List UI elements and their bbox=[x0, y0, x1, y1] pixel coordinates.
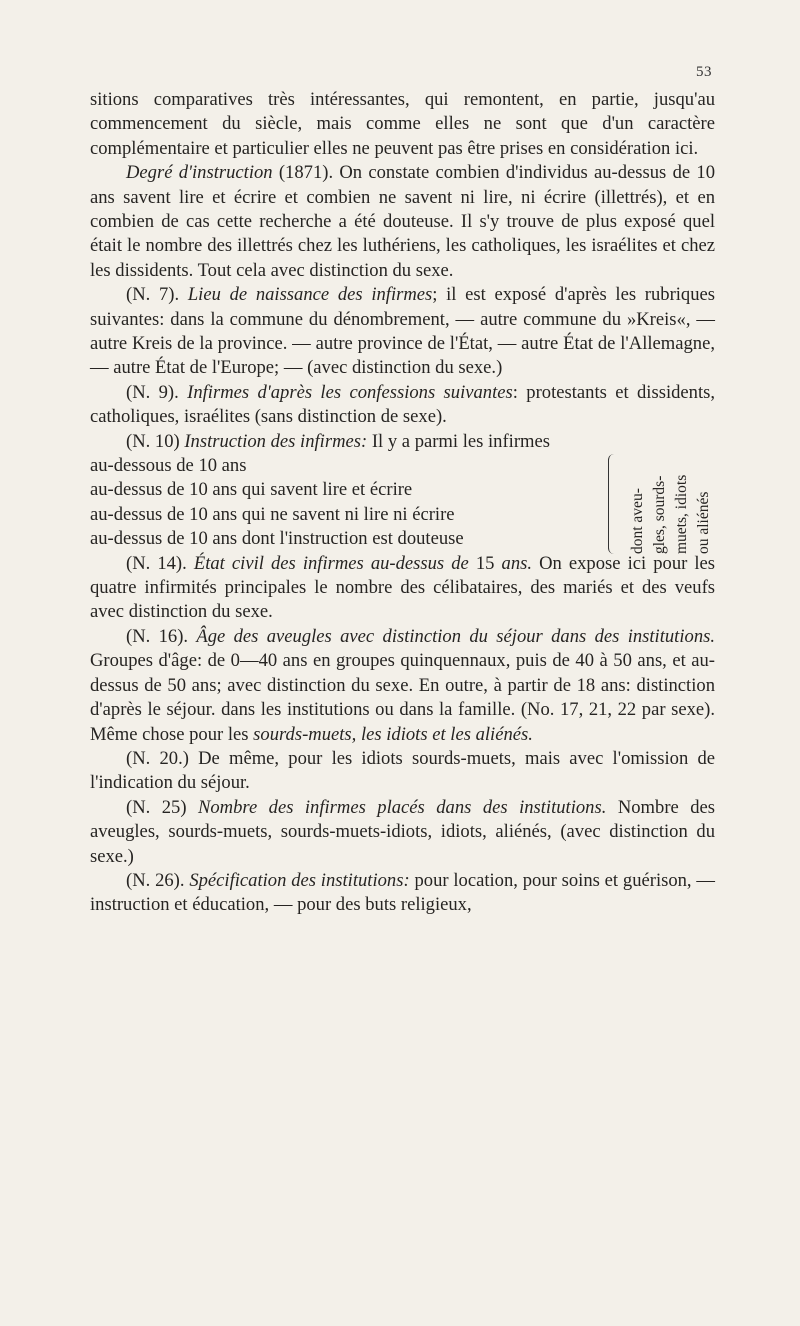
section-title: Nombre des infirmes placés dans des institutions. bbox=[197, 796, 607, 818]
body-text bbox=[90, 88, 715, 918]
paragraph-nombre-infirmes: (N. 25) Nombre des infirmes placés dans des institutions. Nombre des aveugles, sourds-muets, sourds-muets-idiots, idiots, aliénés, (avec distinction du sexe.) bbox=[90, 796, 715, 867]
brace-icon bbox=[608, 454, 619, 554]
paragraph-confessions: (N. 9). Infirmes d'après les confessions suivantes: protestants et dissidents, catholiques, israélites (sans distinction de sexe). bbox=[90, 381, 716, 428]
section-title: Infirmes d'après les confessions suivantes bbox=[187, 381, 513, 403]
brace-column: gles, sourds- bbox=[651, 475, 668, 555]
paragraph-degre-instruction: Degré d'instruction (1871). On constate combien d'individus au-dessus de 10 ans savent lire et écrire et combien ne savent ni lire, ni écrire (illettrés), et en combien de cas cette recherche a été douteuse. Il s'y trouve de plus exposé quel était le nombre des illettrés chez les luthériens, les catholiques, les israélites et chez les dissidents. Tout cela avec distinction du sexe. bbox=[90, 162, 715, 281]
paragraph-etat-civil: (N. 14). État civil des infirmes au-dessus de 15 ans. On expose ici pour les quatre infirmités principales le nombre des célibataires, des mariés et des veufs avec distinction du sexe. bbox=[90, 552, 716, 623]
paragraph-lieu-naissance: (N. 7). Lieu de naissance des infirmes; il est exposé d'après les rubriques suivantes: dans la commune du dénombrement, — autre commune du »Kreis«, — autre Kreis de la province. — autre province de l'État, — autre État de l'Allemagne, — autre État de l'Europe; — (avec distinction du sexe.) bbox=[90, 284, 716, 379]
paragraph-instruction-infirmes: (N. 10) Instruction des infirmes: Il y a parmi les infirmes bbox=[126, 430, 550, 452]
section-title: État civil des infirmes au-dessus de bbox=[193, 552, 469, 574]
paragraph-idiots-sourds-muets: (N. 20.) De même, pour les idiots sourds-muets, mais avec l'omission de l'indication du séjour. bbox=[90, 747, 715, 794]
section-title: Degré d'instruction bbox=[126, 162, 273, 184]
paragraph-age-aveugles: (N. 16). Âge des aveugles avec distinction du séjour dans des institutions. Groupes d'âge: de 0—40 ans en groupes quinquennaux, puis de 40 à 50 ans, et au-dessus de 50 ans; avec distinction du sexe. En outre, à partir de 18 ans: distinction d'après le séjour. dans les institutions ou dans la famille. (No. 17, 21, 22 par sexe). Même chose pour les sourds-muets, les idiots et les aliénés. bbox=[90, 625, 715, 745]
brace-column: ou aliénés bbox=[695, 491, 712, 555]
paragraph-intro: sitions comparatives très intéressantes, qui remontent, en partie, jusqu'au commencement du siècle, mais comme elles ne sont que d'un caractère complémentaire et particulier elles ne peuvent pas être prises en considération ici. bbox=[90, 89, 715, 159]
brace-column: muets, idiots bbox=[673, 474, 690, 555]
list-item: au-dessus de 10 ans qui savent lire et écrire bbox=[90, 479, 413, 501]
list-item: au-dessus de 10 ans qui ne savent ni lire ni écrire bbox=[90, 503, 455, 525]
page-number: 53 bbox=[696, 64, 712, 80]
list-item: au-dessus de 10 ans dont l'instruction est douteuse bbox=[90, 528, 464, 550]
instruction-list bbox=[90, 454, 715, 555]
brace-column: dont aveu- bbox=[629, 488, 646, 555]
section-title: Âge des aveugles avec distinction du séjour dans des institutions. bbox=[196, 625, 715, 647]
list-item: au-dessous de 10 ans bbox=[90, 455, 247, 477]
section-title: Spécification des institutions: bbox=[189, 869, 410, 891]
section-title: Instruction des infirmes: bbox=[184, 430, 368, 452]
paragraph-specification: (N. 26). Spécification des institutions: pour location, pour soins et guérison, — instruction et éducation, — pour des buts religieux, bbox=[90, 869, 715, 916]
section-title: Lieu de naissance des infirmes bbox=[187, 284, 433, 306]
brace-note bbox=[608, 454, 715, 554]
